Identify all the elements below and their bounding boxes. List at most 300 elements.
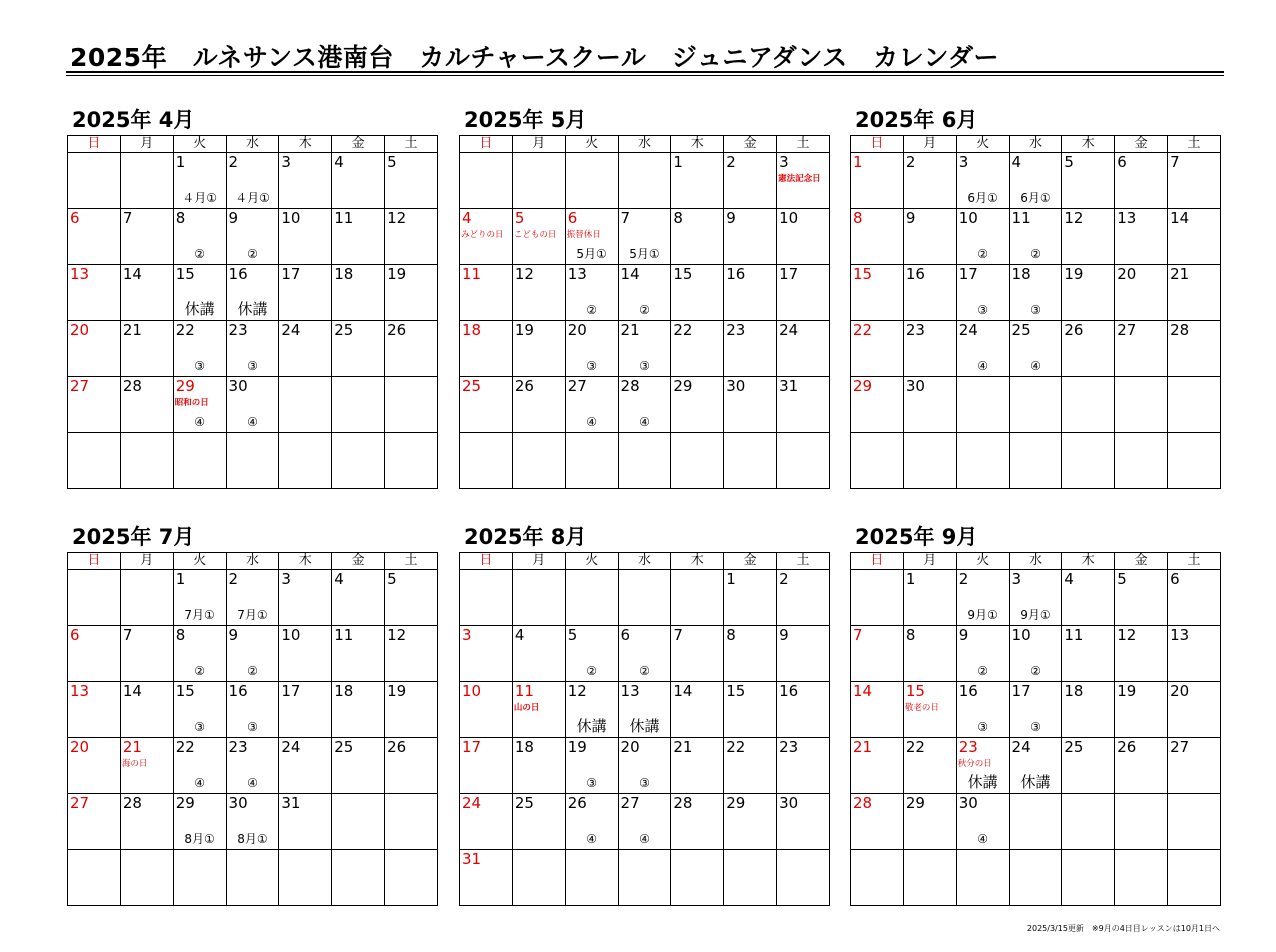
- day-number: 14: [122, 682, 142, 700]
- day-cell: [1062, 265, 1115, 321]
- day-number: 2: [228, 153, 239, 171]
- day-cell: [120, 682, 173, 738]
- day-cell: [512, 682, 565, 738]
- day-cell: [173, 265, 226, 321]
- day-cell: [1009, 738, 1062, 794]
- month-grid: [459, 135, 830, 489]
- day-cell: [903, 153, 956, 209]
- weekday-header: 木: [671, 553, 724, 570]
- day-cell: [777, 321, 830, 377]
- day-number: 17: [281, 265, 301, 283]
- day-number: 28: [122, 377, 142, 395]
- lesson-mark: ②: [586, 664, 597, 678]
- lesson-mark: ③: [639, 776, 650, 790]
- day-number: 22: [175, 738, 195, 756]
- empty-day-cell: [120, 153, 173, 209]
- day-number: 1: [905, 570, 916, 588]
- day-number: 13: [70, 265, 90, 283]
- day-cell: [1062, 153, 1115, 209]
- day-cell: [724, 265, 777, 321]
- weekday-header: 木: [671, 136, 724, 153]
- day-cell: [618, 682, 671, 738]
- empty-day-cell: [671, 850, 724, 906]
- day-number: 20: [70, 321, 90, 339]
- day-cell: [332, 265, 385, 321]
- weekday-header: 月: [512, 136, 565, 153]
- day-number: 20: [1117, 265, 1137, 283]
- holiday-label: こどもの日: [513, 230, 557, 240]
- empty-day-cell: [68, 153, 121, 209]
- empty-day-cell: [68, 433, 121, 489]
- empty-day-cell: [512, 153, 565, 209]
- day-number: 22: [853, 321, 873, 339]
- day-number: 20: [620, 738, 640, 756]
- lesson-mark: 8月①: [184, 832, 215, 846]
- day-cell: [777, 570, 830, 626]
- week-row: [68, 321, 438, 377]
- weekday-header: 日: [460, 553, 513, 570]
- day-cell: [460, 321, 513, 377]
- week-row: [851, 265, 1221, 321]
- lesson-mark: ③: [977, 303, 988, 317]
- day-number: 18: [514, 738, 534, 756]
- day-number: 26: [1064, 321, 1084, 339]
- weekday-header: 金: [1115, 553, 1168, 570]
- weekday-header: 日: [851, 553, 904, 570]
- weekday-header: 金: [724, 553, 777, 570]
- day-cell: [385, 209, 438, 265]
- week-row: [460, 738, 830, 794]
- lesson-mark: 7月①: [237, 608, 268, 622]
- weekday-header: 月: [903, 553, 956, 570]
- day-number: 17: [958, 265, 978, 283]
- day-cell: [68, 794, 121, 850]
- day-cell: [851, 626, 904, 682]
- day-cell: [851, 738, 904, 794]
- day-number: 12: [1117, 626, 1137, 644]
- lesson-mark: ③: [1030, 720, 1041, 734]
- week-row: [460, 321, 830, 377]
- day-number: 12: [387, 209, 407, 227]
- empty-day-cell: [903, 850, 956, 906]
- lesson-mark: ②: [639, 303, 650, 317]
- day-cell: [385, 321, 438, 377]
- lesson-mark: 9月①: [967, 608, 998, 622]
- holiday-label: 振替休日: [566, 230, 601, 240]
- title-rule-thick: [66, 71, 1224, 73]
- lesson-mark: ④: [194, 415, 205, 429]
- day-cell: [1168, 626, 1221, 682]
- month-title: 2025年 5月: [464, 108, 587, 132]
- day-cell: [385, 265, 438, 321]
- lesson-mark: ③: [639, 359, 650, 373]
- day-cell: [120, 377, 173, 433]
- day-number: 15: [175, 265, 195, 283]
- empty-day-cell: [851, 570, 904, 626]
- day-number: 31: [779, 377, 799, 395]
- day-number: 21: [620, 321, 640, 339]
- day-number: 22: [726, 738, 746, 756]
- weekday-header: 水: [618, 136, 671, 153]
- day-number: 11: [514, 682, 534, 700]
- day-cell: [460, 377, 513, 433]
- day-cell: [460, 738, 513, 794]
- empty-day-cell: [1009, 794, 1062, 850]
- day-cell: [460, 265, 513, 321]
- lesson-mark: 5月①: [576, 247, 607, 261]
- day-cell: [724, 570, 777, 626]
- weekday-header: 木: [1062, 136, 1115, 153]
- day-cell: [903, 626, 956, 682]
- holiday-label: 敬老の日: [904, 703, 939, 713]
- day-cell: [226, 153, 279, 209]
- day-cell: [1115, 153, 1168, 209]
- week-row: [851, 738, 1221, 794]
- empty-day-cell: [1168, 850, 1221, 906]
- month-grid: [67, 135, 438, 489]
- day-cell: [618, 265, 671, 321]
- empty-day-cell: [1115, 850, 1168, 906]
- day-cell: [956, 265, 1009, 321]
- day-cell: [903, 682, 956, 738]
- day-cell: [460, 850, 513, 906]
- week-row: [68, 209, 438, 265]
- empty-day-cell: [565, 850, 618, 906]
- lesson-mark: ④: [247, 776, 258, 790]
- day-cell: [332, 209, 385, 265]
- weekday-header: 土: [385, 136, 438, 153]
- day-cell: [1009, 626, 1062, 682]
- empty-day-cell: [777, 850, 830, 906]
- day-number: 30: [958, 794, 978, 812]
- day-number: 3: [281, 153, 291, 171]
- day-number: 3: [462, 626, 472, 644]
- day-number: 8: [905, 626, 916, 644]
- empty-day-cell: [956, 377, 1009, 433]
- day-cell: [226, 209, 279, 265]
- day-cell: [1115, 570, 1168, 626]
- lesson-mark: ４月①: [235, 191, 270, 205]
- lesson-mark: ③: [247, 720, 258, 734]
- weekday-header: 土: [777, 136, 830, 153]
- day-number: 19: [514, 321, 534, 339]
- day-number: 11: [462, 265, 482, 283]
- lesson-mark: ④: [586, 415, 597, 429]
- day-cell: [777, 377, 830, 433]
- day-number: 16: [228, 265, 248, 283]
- weekday-header: 土: [1168, 136, 1221, 153]
- lesson-mark: ③: [586, 776, 597, 790]
- week-row: [460, 377, 830, 433]
- day-number: 5: [387, 570, 397, 588]
- day-number: 6: [620, 626, 631, 644]
- day-number: 27: [567, 377, 587, 395]
- day-number: 18: [1064, 682, 1084, 700]
- day-number: 13: [1117, 209, 1137, 227]
- weekday-header: 金: [724, 136, 777, 153]
- day-cell: [777, 682, 830, 738]
- day-number: 18: [1011, 265, 1031, 283]
- week-row: [68, 682, 438, 738]
- day-cell: [565, 626, 618, 682]
- day-cell: [512, 377, 565, 433]
- lesson-mark: ④: [639, 415, 650, 429]
- day-cell: [565, 209, 618, 265]
- weekday-header: 水: [226, 553, 279, 570]
- day-cell: [565, 265, 618, 321]
- day-number: 30: [228, 794, 248, 812]
- day-cell: [279, 153, 332, 209]
- day-number: 7: [122, 209, 133, 227]
- day-number: 19: [1117, 682, 1137, 700]
- day-number: 6: [70, 626, 80, 644]
- day-cell: [1062, 570, 1115, 626]
- day-cell: [671, 682, 724, 738]
- day-number: 21: [122, 321, 142, 339]
- day-cell: [68, 377, 121, 433]
- lesson-mark: 5月①: [629, 247, 660, 261]
- weekday-header: 日: [851, 136, 904, 153]
- day-number: 15: [853, 265, 873, 283]
- weekday-header: 土: [777, 553, 830, 570]
- day-cell: [1062, 209, 1115, 265]
- day-number: 28: [1170, 321, 1190, 339]
- empty-day-cell: [460, 153, 513, 209]
- day-cell: [724, 321, 777, 377]
- week-row: [68, 850, 438, 906]
- day-number: 8: [726, 626, 736, 644]
- day-number: 23: [228, 321, 248, 339]
- lesson-mark: 6月①: [967, 191, 998, 205]
- day-cell: [724, 153, 777, 209]
- day-cell: [956, 321, 1009, 377]
- empty-day-cell: [385, 377, 438, 433]
- day-number: 9: [905, 209, 916, 227]
- day-cell: [460, 682, 513, 738]
- day-cell: [68, 321, 121, 377]
- day-number: 8: [175, 626, 186, 644]
- day-cell: [173, 377, 226, 433]
- empty-day-cell: [332, 794, 385, 850]
- day-cell: [226, 794, 279, 850]
- day-number: 12: [514, 265, 534, 283]
- day-number: 21: [122, 738, 142, 756]
- day-number: 25: [334, 321, 354, 339]
- day-cell: [1009, 153, 1062, 209]
- week-row: [460, 153, 830, 209]
- day-number: 22: [673, 321, 693, 339]
- day-number: 26: [567, 794, 587, 812]
- lesson-mark: ④: [247, 415, 258, 429]
- lesson-mark: ④: [977, 832, 988, 846]
- week-row: [851, 682, 1221, 738]
- empty-day-cell: [226, 850, 279, 906]
- day-cell: [671, 626, 724, 682]
- day-cell: [956, 626, 1009, 682]
- day-cell: [724, 682, 777, 738]
- day-number: 8: [853, 209, 863, 227]
- day-number: 4: [1064, 570, 1074, 588]
- day-number: 1: [726, 570, 736, 588]
- no-class-label: 休講: [576, 717, 607, 735]
- week-row: [851, 570, 1221, 626]
- day-cell: [777, 265, 830, 321]
- week-row: [851, 626, 1221, 682]
- day-number: 13: [620, 682, 640, 700]
- day-cell: [777, 209, 830, 265]
- day-cell: [226, 682, 279, 738]
- day-number: 18: [334, 682, 354, 700]
- lesson-mark: ②: [639, 664, 650, 678]
- day-number: 23: [958, 738, 978, 756]
- day-number: 25: [334, 738, 354, 756]
- month-grid: [850, 552, 1221, 906]
- day-number: 2: [228, 570, 239, 588]
- day-cell: [903, 209, 956, 265]
- weekday-header-row: [851, 553, 1221, 570]
- holiday-label: みどりの日: [461, 230, 504, 240]
- empty-day-cell: [903, 433, 956, 489]
- lesson-mark: ④: [1030, 359, 1041, 373]
- day-cell: [565, 682, 618, 738]
- week-row: [68, 794, 438, 850]
- empty-day-cell: [618, 570, 671, 626]
- empty-day-cell: [851, 850, 904, 906]
- day-cell: [173, 570, 226, 626]
- day-number: 26: [387, 321, 407, 339]
- day-number: 15: [905, 682, 925, 700]
- day-number: 9: [958, 626, 969, 644]
- day-number: 25: [462, 377, 482, 395]
- day-cell: [1009, 682, 1062, 738]
- day-cell: [1115, 738, 1168, 794]
- day-number: 14: [853, 682, 873, 700]
- day-cell: [226, 738, 279, 794]
- empty-day-cell: [1062, 377, 1115, 433]
- day-cell: [120, 209, 173, 265]
- day-cell: [279, 570, 332, 626]
- empty-day-cell: [68, 570, 121, 626]
- empty-day-cell: [1009, 377, 1062, 433]
- day-number: 1: [673, 153, 683, 171]
- day-number: 24: [779, 321, 799, 339]
- empty-day-cell: [279, 433, 332, 489]
- lesson-mark: ②: [977, 664, 988, 678]
- day-cell: [956, 209, 1009, 265]
- day-cell: [385, 570, 438, 626]
- day-number: 22: [905, 738, 925, 756]
- day-number: 24: [1011, 738, 1031, 756]
- day-number: 5: [1117, 570, 1127, 588]
- empty-day-cell: [724, 433, 777, 489]
- day-cell: [851, 682, 904, 738]
- day-number: 29: [175, 794, 195, 812]
- day-number: 20: [1170, 682, 1190, 700]
- day-number: 9: [228, 626, 239, 644]
- day-number: 19: [387, 265, 407, 283]
- day-cell: [385, 738, 438, 794]
- day-number: 30: [905, 377, 925, 395]
- week-row: [460, 570, 830, 626]
- week-row: [68, 570, 438, 626]
- day-number: 4: [334, 153, 344, 171]
- day-cell: [903, 738, 956, 794]
- day-cell: [903, 321, 956, 377]
- day-number: 15: [726, 682, 746, 700]
- day-cell: [226, 377, 279, 433]
- day-number: 3: [958, 153, 969, 171]
- holiday-label: 昭和の日: [174, 398, 209, 408]
- day-cell: [68, 626, 121, 682]
- holiday-label: 憲法記念日: [778, 174, 821, 184]
- day-cell: [724, 209, 777, 265]
- day-number: 26: [514, 377, 534, 395]
- day-cell: [618, 738, 671, 794]
- day-cell: [385, 153, 438, 209]
- empty-day-cell: [618, 850, 671, 906]
- day-cell: [385, 682, 438, 738]
- day-cell: [1115, 626, 1168, 682]
- week-row: [460, 626, 830, 682]
- empty-day-cell: [565, 570, 618, 626]
- day-number: 5: [1064, 153, 1074, 171]
- day-cell: [120, 794, 173, 850]
- day-number: 12: [1064, 209, 1084, 227]
- no-class-label: 休講: [184, 300, 215, 318]
- weekday-header: 火: [565, 553, 618, 570]
- day-number: 9: [228, 209, 239, 227]
- day-cell: [279, 321, 332, 377]
- day-cell: [68, 682, 121, 738]
- day-number: 14: [620, 265, 640, 283]
- day-number: 6: [1170, 570, 1180, 588]
- day-cell: [618, 377, 671, 433]
- day-number: 7: [1170, 153, 1180, 171]
- day-cell: [851, 153, 904, 209]
- day-number: 31: [462, 850, 482, 868]
- lesson-mark: 9月①: [1020, 608, 1051, 622]
- day-number: 28: [122, 794, 142, 812]
- weekday-header-row: [68, 553, 438, 570]
- holiday-label: 海の日: [121, 759, 148, 769]
- day-number: 23: [726, 321, 746, 339]
- day-number: 29: [175, 377, 195, 395]
- empty-day-cell: [671, 570, 724, 626]
- empty-day-cell: [1115, 377, 1168, 433]
- empty-day-cell: [1168, 433, 1221, 489]
- day-cell: [120, 626, 173, 682]
- day-number: 12: [567, 682, 587, 700]
- day-number: 17: [1011, 682, 1031, 700]
- day-cell: [1168, 738, 1221, 794]
- day-number: 3: [1011, 570, 1022, 588]
- week-row: [68, 626, 438, 682]
- day-number: 7: [122, 626, 133, 644]
- day-number: 23: [228, 738, 248, 756]
- day-number: 10: [779, 209, 799, 227]
- day-number: 4: [1011, 153, 1022, 171]
- day-cell: [956, 682, 1009, 738]
- day-number: 25: [514, 794, 534, 812]
- no-class-label: 休講: [967, 773, 998, 791]
- no-class-label: 休講: [237, 300, 268, 318]
- month-grid: [67, 552, 438, 906]
- day-number: 17: [462, 738, 482, 756]
- day-number: 15: [673, 265, 693, 283]
- day-cell: [173, 153, 226, 209]
- day-cell: [1009, 321, 1062, 377]
- day-number: 3: [779, 153, 789, 171]
